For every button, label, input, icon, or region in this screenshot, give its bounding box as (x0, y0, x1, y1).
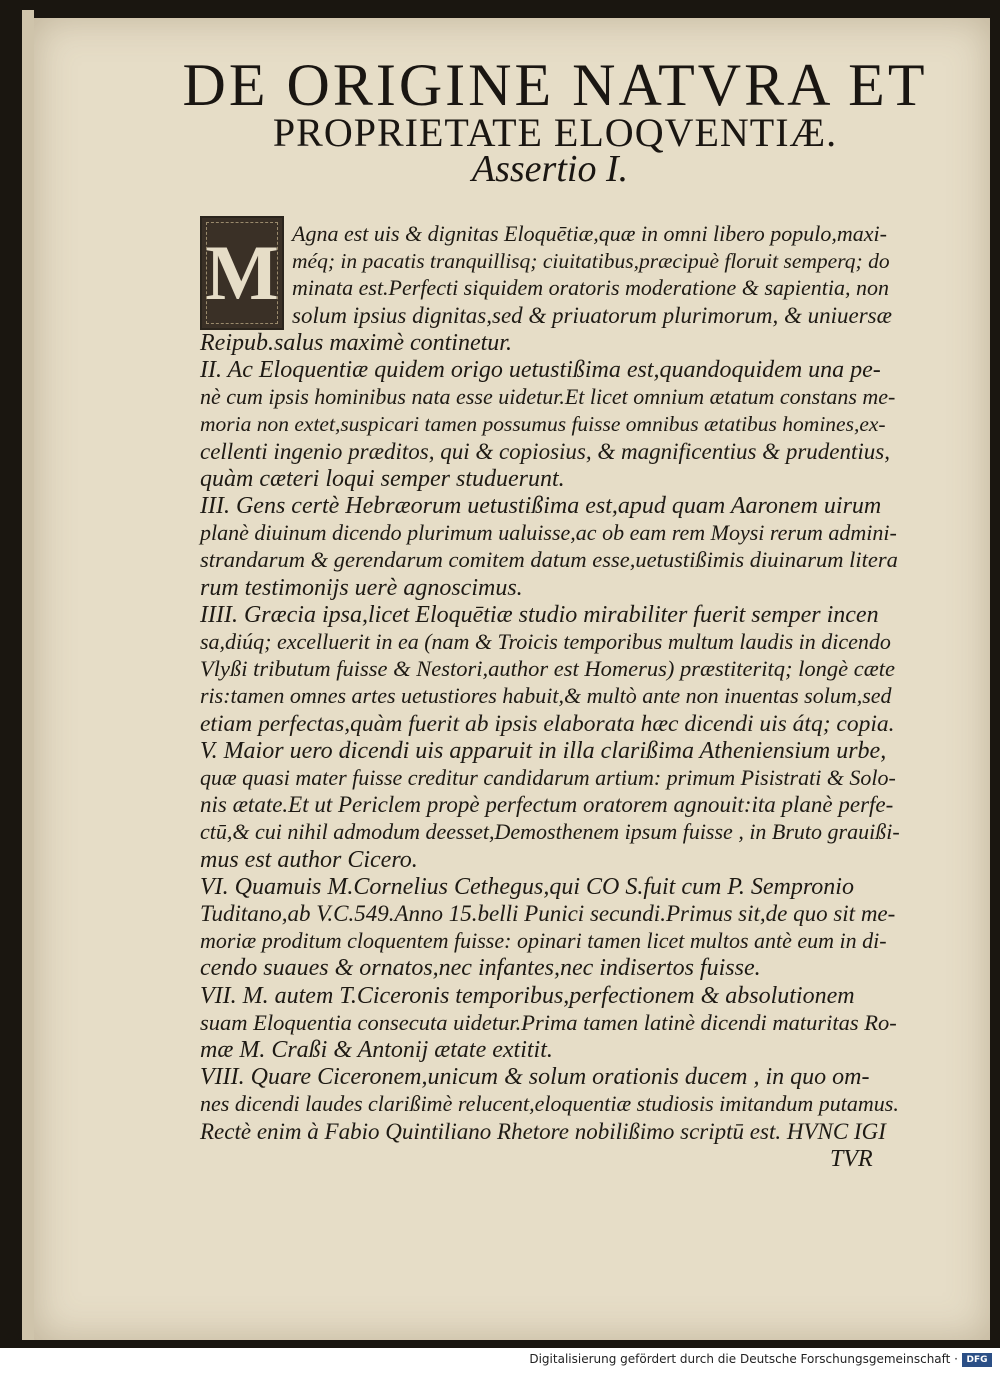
text-line: minata est.Perfecti siquidem oratoris moderatione & sapientia, non (292, 275, 890, 301)
text-line: strandarum & gerendarum comitem datum esse,uetustißimis diuinarum litera (200, 547, 898, 573)
text-line: Reipub.salus maximè continetur. (200, 329, 512, 356)
text-line: suam Eloquentia consecuta uidetur.Prima tamen latinè dicendi maturitas Ro- (200, 1009, 897, 1035)
text-line: Agna est uis & dignitas Eloquētiæ,quæ in omni libero populo,maxi- (292, 221, 887, 246)
text-line: méq; in pacatis tranquillisq; ciuitatibus,præcipuè floruit semperq; do (292, 249, 890, 274)
text-line: mæ M. Craßi & Antonij ætate extitit. (200, 1037, 553, 1063)
text-line: III. Gens certè Hebræorum uetustißima est,apud quam Aaronem uirum (200, 493, 882, 519)
text-line: mus est author Cicero. (200, 846, 418, 873)
page-edge (22, 10, 34, 1340)
text-line: quæ quasi mater fuisse creditur candidarum artium: primum Pisistrati & Solo- (200, 765, 896, 790)
text-line: moriæ proditum cloquentem fuisse: opinari tamen licet multos antè eum in di- (200, 928, 887, 954)
text-line: nes dicendi laudes clarißimè relucent,eloquentiæ studiosis imitandum putamus. (200, 1091, 899, 1117)
text-line: TVR (830, 1145, 873, 1172)
text-line: planè diuinum dicendo plurimum ualuisse,ac ob eam rem Moysi rerum admini- (200, 520, 897, 546)
text-line: etiam perfectas,quàm fuerit ab ipsis elaborata hæc dicendi uis átq; copia. (200, 710, 895, 737)
text-line: Tuditano,ab V.C.549.Anno 15.belli Punici secundi.Primus sit,de quo sit me- (200, 901, 896, 926)
text-line: quàm cæteri loqui semper studuerunt. (200, 465, 565, 492)
footer-credit: Digitalisierung gefördert durch die Deutsche Forschungsgemeinschaft · (529, 1352, 958, 1366)
dfg-logo: DFG (962, 1353, 992, 1367)
text-line: solum ipsius dignitas,sed & priuatorum plurimorum, & uniuersæ (292, 302, 892, 328)
heading-line-2: PROPRIETATE ELOQVENTIÆ. (272, 110, 838, 155)
text-line: nis ætate.Et ut Periclem propè perfectum oratorem agnouit:ita planè perfe- (200, 792, 894, 818)
text-line: cendo suaues & ornatos,nec infantes,nec indisertos fuisse. (200, 955, 761, 982)
text-line: ris:tamen omnes artes uetustiores habuit,& multò ante non inuentas solum,sed (200, 683, 892, 709)
text-line: moria non extet,suspicari tamen possumus fuisse omnibus ætatibus homines,ex- (200, 412, 886, 437)
text-line: cellenti ingenio præditos, qui & copiosius, & magnificentius & prudentius, (200, 438, 890, 464)
text-line: IIII. Græcia ipsa,licet Eloquētiæ studio mirabiliter fuerit semper incen (200, 601, 879, 628)
text-line: V. Maior uero dicendi uis apparuit in illa clarißima Atheniensium urbe, (200, 737, 887, 764)
text-line: VIII. Quare Ciceronem,unicum & solum orationis ducem , in quo om- (200, 1064, 870, 1091)
heading-assertio: Assertio I. (471, 148, 629, 190)
text-line: Vlyßi tributum fuisse & Nestori,author est Homerus) præstiteritq; longè cæte (200, 656, 895, 682)
footer-bar (0, 1348, 1000, 1373)
text-line: VI. Quamuis M.Cornelius Cethegus,qui CO S.fuit cum P. Sempronio (200, 873, 854, 900)
text-line: Rectè enim à Fabio Quintiliano Rhetore nobilißimo scriptū est. HVNC IGI (200, 1118, 886, 1144)
decorated-initial: M (200, 216, 284, 330)
text-line: ctū,& cui nihil admodum deesset,Demosthenem ipsum fuisse , in Bruto grauißi- (200, 819, 900, 845)
heading-line-1: DE ORIGINE NATVRA ET (182, 52, 928, 118)
text-line: nè cum ipsis hominibus nata esse uidetur.Et licet omnium ætatum constans me- (200, 384, 896, 410)
text-line: II. Ac Eloquentiæ quidem origo uetustißima est,quandoquidem una pe- (200, 357, 881, 383)
text-line: VII. M. autem T.Ciceronis temporibus,perfectionem & absolutionem (200, 982, 855, 1009)
text-line: sa,diúq; excelluerit in ea (nam & Troicis temporibus multum laudis in dicendo (200, 629, 891, 654)
text-line: rum testimonijs uerè agnoscimus. (200, 574, 523, 601)
